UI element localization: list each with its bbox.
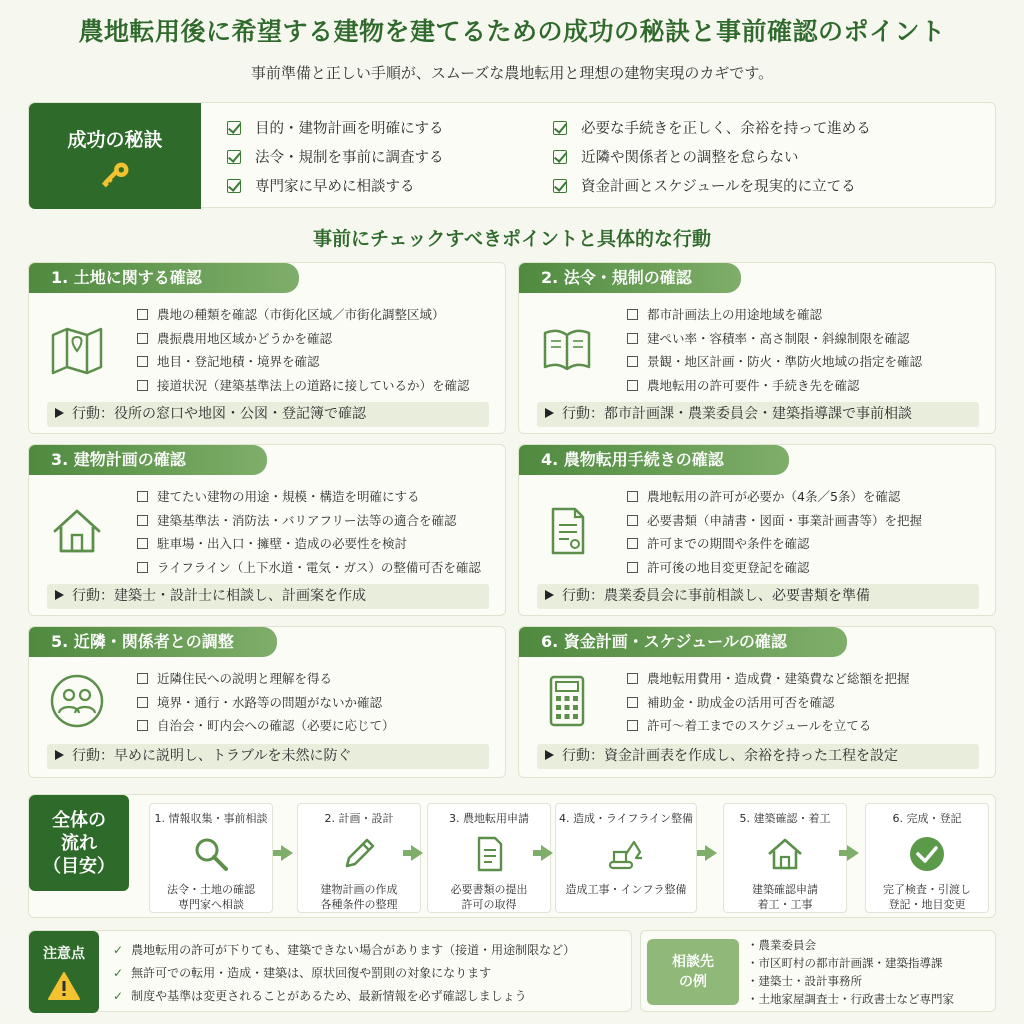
flow-step-desc-line: 許可の取得: [461, 898, 517, 911]
check-circle-icon: [907, 834, 947, 874]
flow-step-title: 1. 情報収集・事前相談: [154, 812, 268, 825]
card-regulations: [518, 262, 996, 434]
checklist-text: 許可後の地目変更登記を確認: [647, 559, 810, 575]
flow-arrow-icon: [847, 845, 859, 861]
caution-item: [113, 939, 575, 962]
checklist-text: 建ぺい率・容積率・高さ制限・斜線制限を確認: [647, 330, 910, 346]
card-budget-schedule: [518, 626, 996, 778]
secret-text: 必要な手続きを正しく、余裕を持って進める: [581, 121, 871, 137]
checklist-item: [627, 667, 910, 691]
magnifier-icon: [191, 834, 231, 874]
action-text: 行動：都市計画課・農業委員会・建築指導課で事前相談: [562, 406, 912, 422]
checkbox-icon: [137, 697, 148, 708]
consultation-item: ・建築士・設計事務所: [747, 974, 862, 988]
checklist-item: [627, 509, 922, 533]
card-neighbors: [28, 626, 506, 778]
flow-step-desc: [150, 882, 272, 912]
flow-arrow-icon: [705, 845, 717, 861]
checklist-text: 農地の種類を確認（市街化区域／市街化調整区域）: [157, 307, 445, 322]
checkbox-icon: [137, 356, 148, 367]
checkbox-icon: [627, 697, 638, 708]
caution-item: [113, 985, 575, 1008]
checkbox-icon: [137, 538, 148, 549]
caution-item: [113, 962, 575, 985]
action-text: 行動：建築士・設計士に相談し、計画案を作成: [72, 588, 366, 604]
checklist-item: [627, 485, 922, 509]
flow-heading: [29, 795, 129, 891]
caution-list: [113, 939, 575, 1008]
consultation-heading-line: 相談先: [672, 954, 714, 970]
checklist-item: [137, 714, 395, 738]
secret-item: [227, 144, 444, 173]
checkbox-icon: [627, 562, 638, 573]
flow-step-desc-line: 完了検査・引渡し: [883, 883, 971, 896]
secret-text: 専門家に早めに相談する: [255, 179, 415, 195]
flow-step-title: 4. 造成・ライフライン整備: [558, 812, 693, 825]
action-text: 行動：資金計画表を作成し、余裕を持った工程を設定: [562, 748, 898, 764]
flow-step-desc-line: 建築確認申請: [752, 883, 818, 896]
checklist-text: 都市計画法上の用途地域を確認: [647, 307, 823, 322]
card-checklist: [137, 303, 470, 397]
card-action: [537, 744, 979, 769]
checklist-item: [137, 327, 470, 351]
flow-step-title: 6. 完成・登記: [892, 812, 962, 825]
checklist-text: 補助金・助成金の活用可否を確認: [647, 694, 835, 710]
checklist-item: [627, 327, 922, 351]
flow-step-desc: [724, 882, 846, 912]
flow-heading-line: （目安）: [43, 856, 115, 877]
card-checklist: [627, 303, 922, 397]
flow-heading-line: 全体の: [52, 810, 106, 831]
flow-step-desc-line: 登記・地目変更: [888, 898, 966, 911]
checklist-text: 農地転用費用・造成費・建築費など総額を把握: [647, 671, 910, 686]
checklist-text: 建てたい建物の用途・規模・構造を明確にする: [157, 489, 420, 504]
checklist-text: 近隣住民への説明と理解を得る: [157, 671, 333, 686]
checklist-item: [137, 691, 395, 715]
flow-step-desc-line: 必要書類の提出: [450, 883, 528, 896]
card-action: [47, 402, 489, 427]
flow-step-desc-line: 造成工事・インフラ整備: [565, 883, 687, 896]
checklist-item: [137, 374, 470, 398]
checklist-item: [627, 714, 910, 738]
checkbox-icon: [627, 333, 638, 344]
caution-box: [28, 930, 632, 1012]
secret-item: [553, 173, 871, 202]
checklist-item: [627, 691, 910, 715]
flow-step-desc: [298, 882, 420, 912]
check-icon: ✓: [113, 943, 124, 957]
consultation-box: [640, 930, 996, 1012]
checkbox-icon: [137, 720, 148, 731]
flow-step: [297, 803, 421, 913]
checkbox-icon: [627, 538, 638, 549]
secret-text: 法令・規制を事前に調査する: [255, 150, 444, 166]
card-action: [47, 744, 489, 769]
card-title: 1. 土地に関する確認: [29, 263, 299, 293]
checkbox-icon: [137, 562, 148, 573]
card-land: [28, 262, 506, 434]
checkbox-icon: [137, 491, 148, 502]
flow-step-desc-line: 法令・土地の確認: [167, 883, 255, 896]
checkbox-icon: [627, 356, 638, 367]
checklist-text: 景観・地区計画・防火・準防火地域の指定を確認: [647, 354, 923, 369]
card-conversion-procedure: [518, 444, 996, 616]
flow-step-desc-line: 建物計画の作成: [320, 883, 398, 896]
checkbox-icon: [137, 380, 148, 391]
overall-flow: [28, 794, 996, 918]
flow-step-desc-line: 着工・工事: [757, 898, 813, 911]
triangle-bullet-icon: [545, 590, 554, 600]
warning-icon: [47, 971, 81, 1001]
caution-text: 無許可での転用・造成・建築は、原状回復や罰則の対象になります: [131, 966, 492, 980]
secret-text: 近隣や関係者との調整を怠らない: [581, 150, 799, 166]
checkbox-icon: [553, 179, 567, 193]
secret-item: [553, 144, 871, 173]
checkbox-icon: [627, 380, 638, 391]
action-text: 行動：早めに説明し、トラブルを未然に防ぐ: [72, 748, 352, 764]
checklist-item: [627, 374, 922, 398]
checkbox-icon: [627, 491, 638, 502]
flow-arrow-icon: [281, 845, 293, 861]
checklist-item: [627, 350, 922, 374]
document-icon: [537, 501, 597, 561]
flow-arrow-icon: [411, 845, 423, 861]
success-secrets-box: [28, 102, 996, 208]
house-icon: [47, 501, 107, 561]
success-secrets-heading: 成功の秘訣: [67, 129, 163, 151]
card-building-plan: [28, 444, 506, 616]
card-action: [47, 584, 489, 609]
flow-arrow-icon: [541, 845, 553, 861]
checkbox-icon: [627, 515, 638, 526]
checkbox-icon: [137, 673, 148, 684]
checklist-text: 接道状況（建築基準法上の道路に接しているか）を確認: [157, 377, 470, 393]
checklist-text: 農地転用の許可が必要か（4条／5条）を確認: [647, 489, 901, 504]
page-title: 農地転用後に希望する建物を建てるための成功の秘訣と事前確認のポイント: [78, 17, 946, 46]
section-title: 事前にチェックすべきポイントと具体的な行動: [312, 228, 712, 250]
checkbox-icon: [227, 121, 241, 135]
pencil-icon: [339, 834, 379, 874]
card-checklist: [137, 667, 395, 738]
checklist-item: [627, 556, 922, 580]
people-icon: [47, 671, 107, 731]
flow-step-desc: [428, 882, 550, 912]
card-checklist: [627, 485, 922, 579]
checklist-text: 建築基準法・消防法・バリアフリー法等の適合を確認: [157, 512, 457, 528]
checklist-text: 必要書類（申請書・図面・事業計画書等）を把握: [647, 512, 923, 528]
flow-step-title: 5. 建築確認・着工: [739, 812, 831, 825]
checklist-item: [137, 509, 481, 533]
card-title: 3. 建物計画の確認: [29, 445, 267, 475]
checkbox-icon: [627, 673, 638, 684]
flow-heading-line: 流れ: [61, 833, 97, 854]
calculator-icon: [537, 671, 597, 731]
flow-step-desc-line: 専門家へ相談: [178, 898, 244, 911]
card-checklist: [627, 667, 910, 738]
caution-text: 農地転用の許可が下りても、建築できない場合があります（接道・用途制限など）: [131, 943, 576, 957]
checklist-item: [627, 532, 922, 556]
card-action: [537, 402, 979, 427]
success-secrets-left-list: [227, 115, 444, 202]
checklist-text: 許可までの期間や条件を確認: [647, 536, 810, 551]
checklist-text: 許可〜着工までのスケジュールを立てる: [647, 718, 872, 733]
consultation-item: ・市区町村の都市計画課・建築指導課: [747, 956, 943, 970]
card-title: 2. 法令・規制の確認: [519, 263, 741, 293]
card-title: 5. 近隣・関係者との調整: [29, 627, 277, 657]
checklist-item: [137, 485, 481, 509]
checklist-text: ライフライン（上下水道・電気・ガス）の整備可否を確認: [157, 559, 481, 575]
caution-header: [29, 931, 99, 1013]
check-icon: ✓: [113, 989, 124, 1003]
map-icon: [47, 319, 107, 379]
triangle-bullet-icon: [55, 408, 64, 418]
checkbox-icon: [137, 309, 148, 320]
checkbox-icon: [627, 720, 638, 731]
key-icon: [97, 159, 133, 195]
checkbox-icon: [553, 121, 567, 135]
checklist-item: [137, 667, 395, 691]
card-title: 4. 農物転用手続きの確認: [519, 445, 789, 475]
caution-text: 制度や基準は変更されることがあるため、最新情報を必ず確認しましょう: [131, 989, 527, 1003]
flow-step: [555, 803, 697, 913]
flow-step-title: 2. 計画・設計: [324, 812, 394, 825]
checkbox-icon: [553, 150, 567, 164]
book-icon: [537, 319, 597, 379]
flow-step: [427, 803, 551, 913]
flow-step-title: 3. 農地転用申請: [449, 812, 529, 825]
consultation-item: ・農業委員会: [747, 938, 816, 952]
page-subtitle: 事前準備と正しい手順が、スムーズな農地転用と理想の建物実現のカギです。: [250, 64, 774, 82]
success-secrets-right-list: [553, 115, 871, 202]
house-icon: [765, 834, 805, 874]
card-title: 6. 資金計画・スケジュールの確認: [519, 627, 847, 657]
checklist-item: [137, 556, 481, 580]
triangle-bullet-icon: [545, 750, 554, 760]
checklist-item: [627, 303, 922, 327]
document-icon: [469, 834, 509, 874]
flow-step-desc: [866, 882, 988, 912]
checklist-item: [137, 532, 481, 556]
checkbox-icon: [627, 309, 638, 320]
checklist-text: 農振農用地区域かどうかを確認: [157, 330, 333, 346]
secret-item: [227, 115, 444, 144]
checkbox-icon: [137, 333, 148, 344]
checkbox-icon: [227, 179, 241, 193]
triangle-bullet-icon: [55, 750, 64, 760]
checklist-text: 自治会・町内会への確認（必要に応じて）: [157, 718, 395, 733]
consultation-item: ・土地家屋調査士・行政書士など専門家: [747, 992, 954, 1006]
excavator-icon: [606, 834, 646, 874]
triangle-bullet-icon: [55, 590, 64, 600]
card-checklist: [137, 485, 481, 579]
secret-text: 目的・建物計画を明確にする: [255, 121, 444, 137]
action-text: 行動：役所の窓口や地図・公図・登記簿で確認: [72, 406, 366, 422]
flow-step: [723, 803, 847, 913]
action-text: 行動：農業委員会に事前相談し、必要書類を準備: [562, 588, 870, 604]
consultation-list: [747, 936, 954, 1008]
checkbox-icon: [227, 150, 241, 164]
consultation-heading: [647, 939, 739, 1005]
checklist-item: [137, 350, 470, 374]
success-secrets-header: [29, 103, 201, 209]
checklist-text: 農地転用の許可要件・手続き先を確認: [647, 377, 860, 393]
triangle-bullet-icon: [545, 408, 554, 418]
checklist-item: [137, 303, 470, 327]
caution-heading: 注意点: [43, 946, 85, 962]
flow-step-desc: [556, 882, 696, 897]
checklist-text: 境界・通行・水路等の問題がないか確認: [157, 694, 383, 710]
flow-step: [865, 803, 989, 913]
checkbox-icon: [137, 515, 148, 526]
secret-item: [553, 115, 871, 144]
consultation-heading-line: の例: [679, 974, 707, 990]
checklist-text: 駐車場・出入口・擁壁・造成の必要性を検討: [157, 536, 408, 551]
check-icon: ✓: [113, 966, 124, 980]
checklist-text: 地目・登記地積・境界を確認: [157, 354, 320, 369]
secret-text: 資金計画とスケジュールを現実的に立てる: [581, 179, 856, 195]
flow-step-desc-line: 各種条件の整理: [320, 898, 398, 911]
flow-step: [149, 803, 273, 913]
card-action: [537, 584, 979, 609]
secret-item: [227, 173, 444, 202]
